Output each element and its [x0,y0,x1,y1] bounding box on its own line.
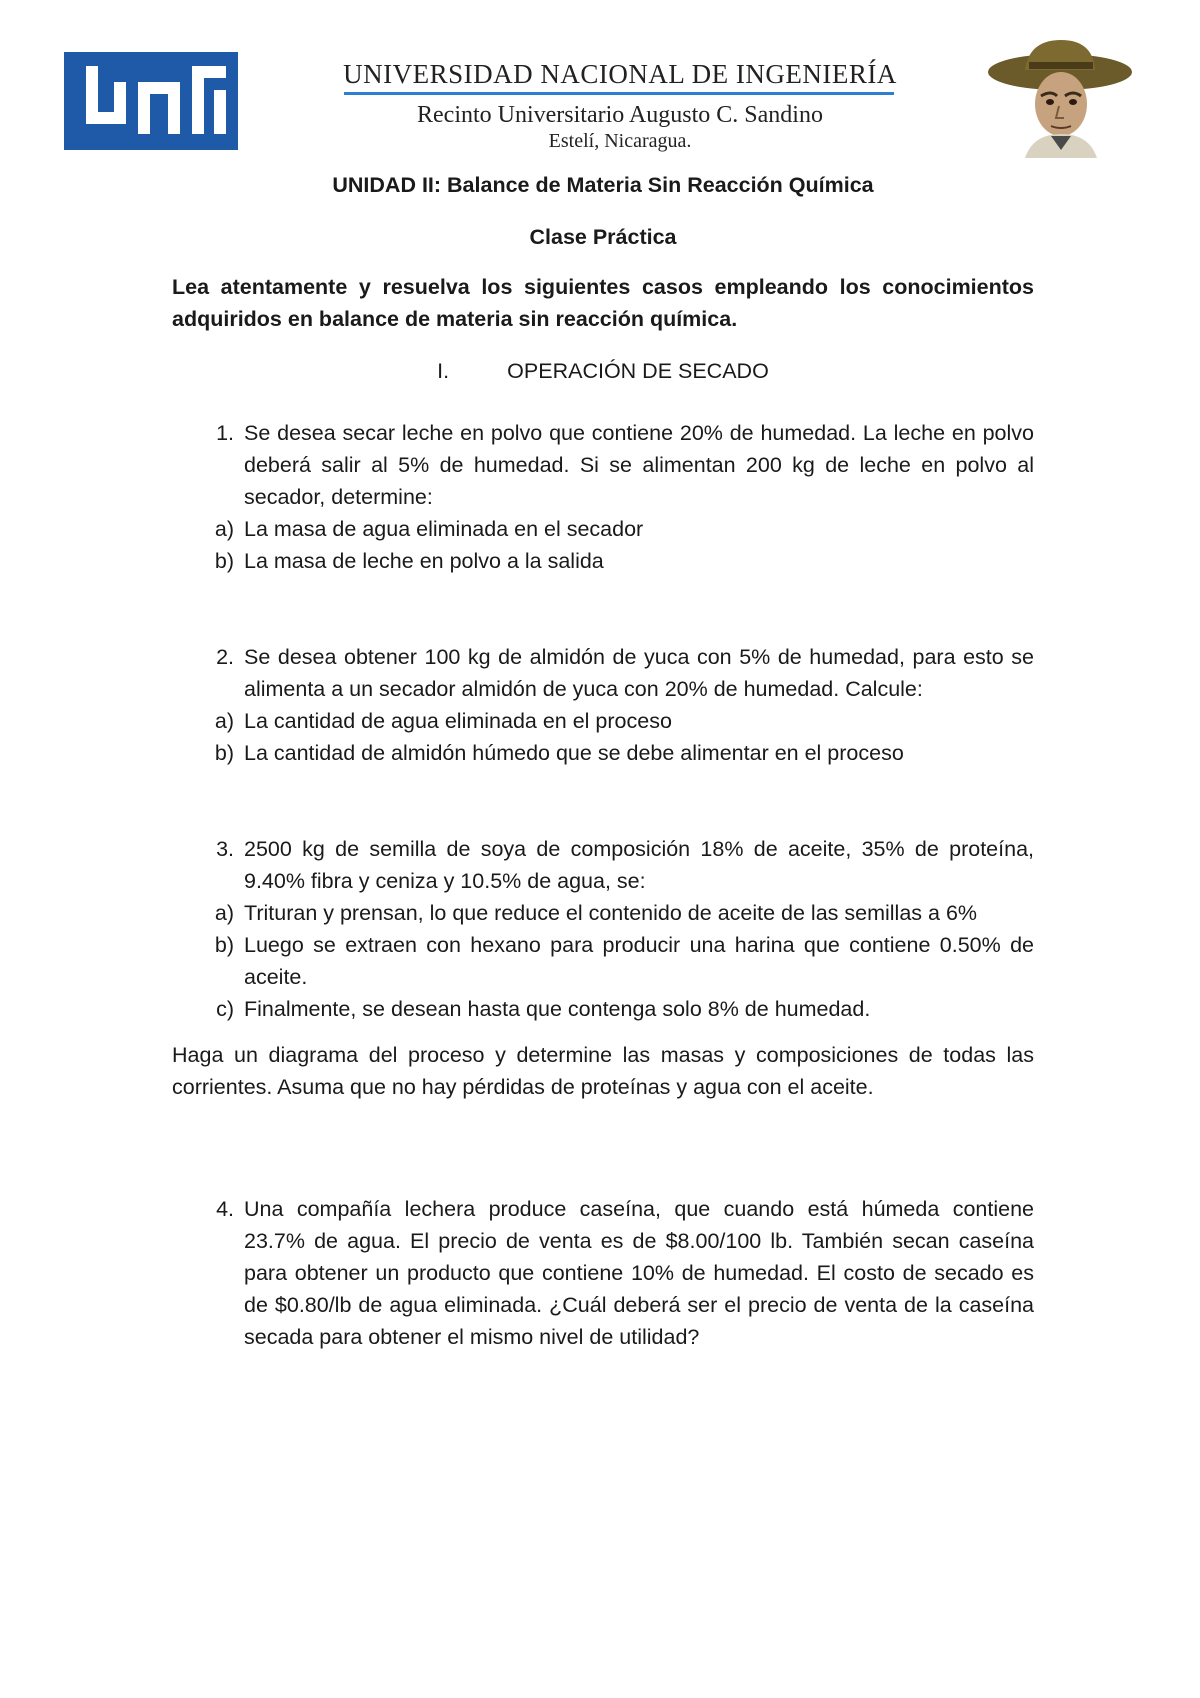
problem-part [172,545,1034,577]
spacer [172,1103,1034,1193]
section-title: OPERACIÓN DE SECADO [507,359,769,383]
problem-statement [172,1193,1034,1353]
campus-city: Estelí, Nicaragua. [548,130,692,152]
problem-statement [172,833,1034,897]
part-text: Trituran y prensan, lo que reduce el contenido de aceite de las semillas a 6% [244,901,978,925]
problem-part [172,993,1034,1025]
part-letter: b) [214,933,234,957]
campus-name: Recinto Universitario Augusto C. Sandino [417,102,823,128]
problem-number: 3. [216,837,234,861]
part-letter: a) [214,709,234,733]
problem-text: 2500 kg de semilla de soya de composición 18% de aceite, 35% de proteína, 9.40% fibra y ceniza y 10.5% de agua, se: [244,837,1034,893]
header-rule [344,92,894,95]
part-letter: c) [216,997,234,1021]
sandino-portrait [985,36,1135,158]
problem-2 [172,641,1034,769]
problem-statement [172,417,1034,513]
part-text: La masa de leche en polvo a la salida [244,549,604,573]
uni-logo [64,52,238,150]
problem-text: Se desea secar leche en polvo que contiene 20% de humedad. La leche en polvo deberá salir al 5% de humedad. Si se alimentan 200 kg de leche en polvo al secador, determine: [244,421,1034,509]
problem-part [172,513,1034,545]
document-title: UNIDAD II: Balance de Materia Sin Reacción Química [332,173,874,197]
university-name: UNIVERSIDAD NACIONAL DE INGENIERÍA [343,59,897,89]
problem-statement [172,641,1034,705]
part-letter: b) [214,549,234,573]
problem-text: Se desea obtener 100 kg de almidón de yuca con 5% de humedad, para esto se alimenta a un secador almidón de yuca con 20% de humedad. Calcule: [244,645,1034,701]
section-number: I. [437,359,450,383]
problem-number: 1. [216,421,234,445]
document-subtitle: Clase Práctica [529,225,677,249]
part-letter: b) [214,741,234,765]
part-text: La cantidad de agua eliminada en el proceso [244,709,672,733]
part-text: Finalmente, se desean hasta que contenga solo 8% de humedad. [244,997,871,1021]
problem-part [172,705,1034,737]
problem-number: 2. [216,645,234,669]
problem-4 [172,1193,1034,1353]
problem-part [172,737,1034,769]
problem-part [172,897,1034,929]
problem-1 [172,417,1034,577]
instructions: Lea atentamente y resuelva los siguientes casos empleando los conocimientos adquiridos en balance de materia sin reacción química. [172,275,1034,331]
document-body [172,165,1034,1353]
part-letter: a) [214,901,234,925]
part-text: Luego se extraen con hexano para producir una harina que contiene 0.50% de aceite. [244,933,1034,989]
part-letter: a) [214,517,234,541]
problem-followup: Haga un diagrama del proceso y determine las masas y composiciones de todas las corrientes. Asuma que no hay pérdidas de proteínas y agua con el aceite. [172,1043,1034,1099]
problem-part [172,929,1034,993]
problem-number: 4. [216,1197,234,1221]
part-text: La masa de agua eliminada en el secador [244,517,644,541]
problem-3 [172,833,1034,1103]
section-heading [172,355,1034,387]
university-header [340,58,900,153]
problem-text: Una compañía lechera produce caseína, que cuando está húmeda contiene 23.7% de agua. El precio de venta es de $8.00/100 lb. También secan caseína para obtener un producto que contiene 10% de humedad. El costo de secado es de $0.80/lb de agua eliminada. ¿Cuál deberá ser el precio de venta de la caseína secada para obtener el mismo nivel de utilidad? [244,1197,1034,1349]
part-text: La cantidad de almidón húmedo que se debe alimentar en el proceso [244,741,904,765]
